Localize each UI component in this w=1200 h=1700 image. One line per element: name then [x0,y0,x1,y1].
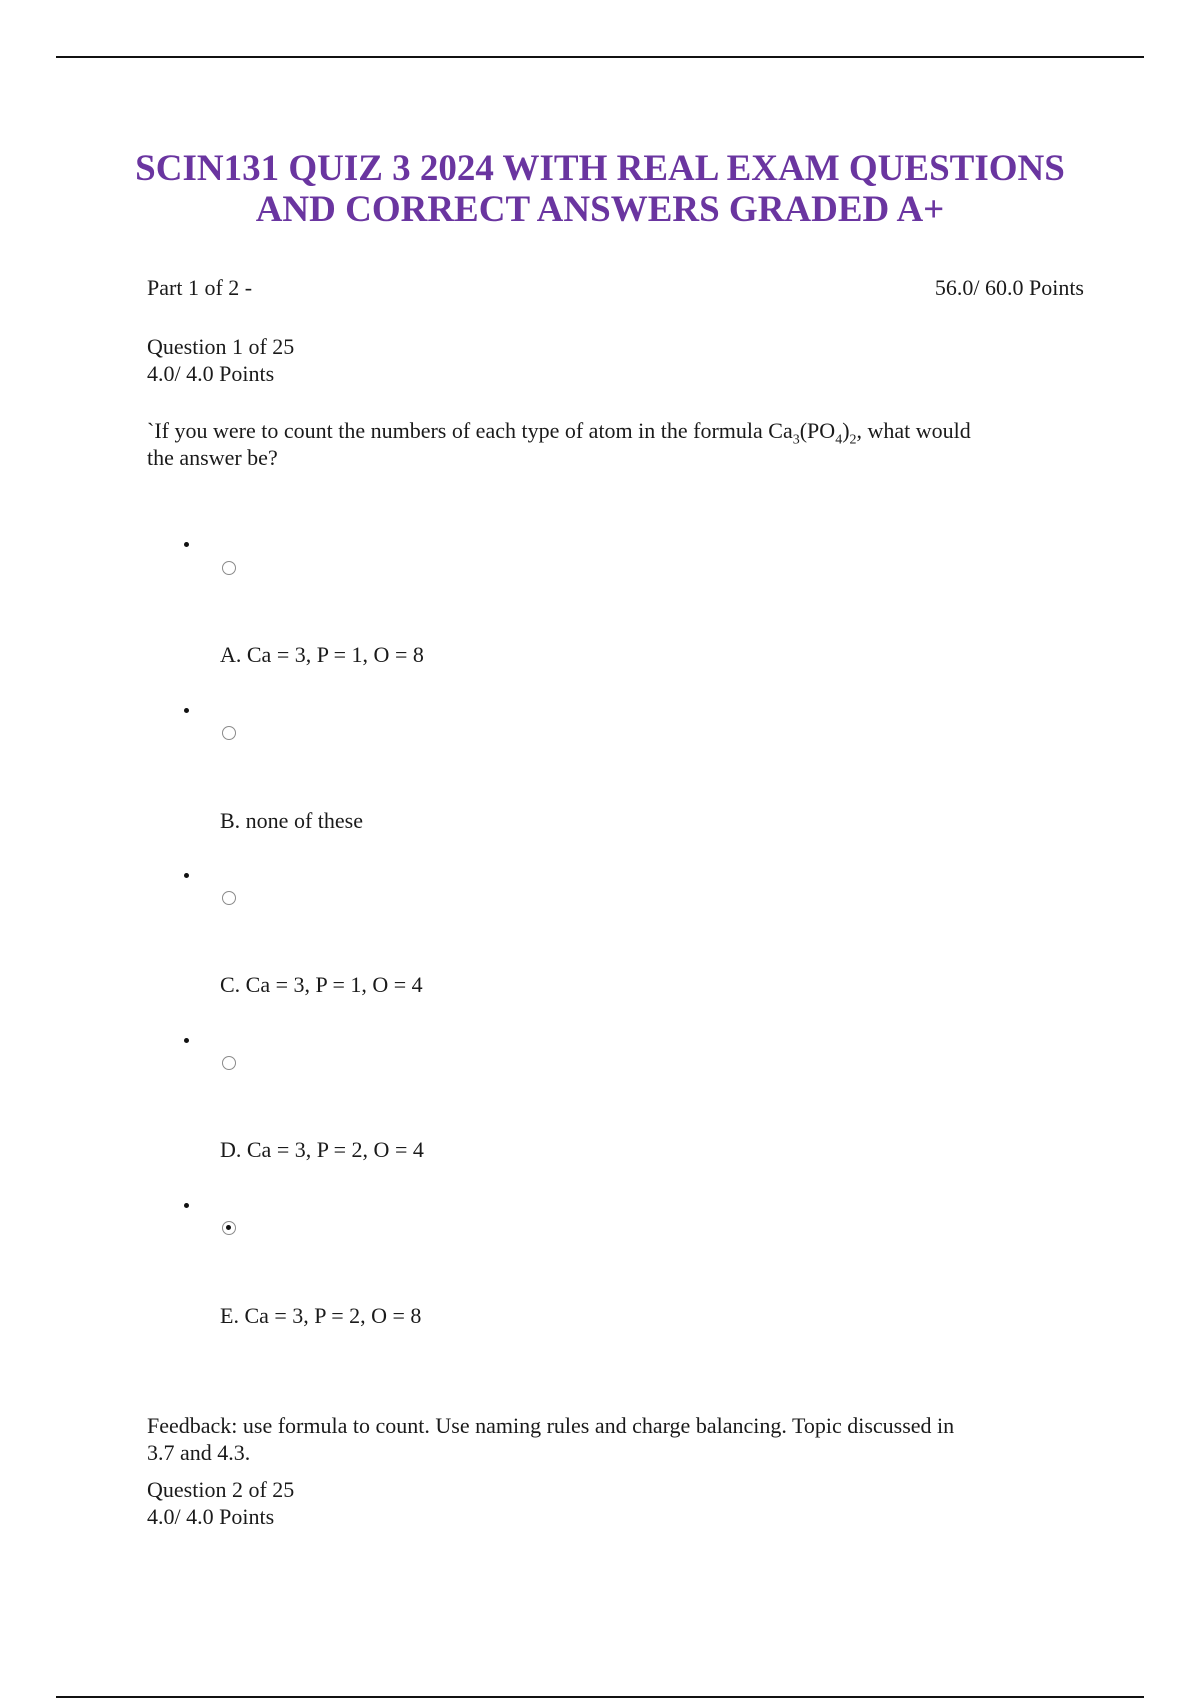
document-title [100,148,1100,230]
question-2-number: Question 2 of 25 [147,1477,295,1502]
feedback-line-2: 3.7 and 4.3. [147,1440,251,1465]
option-b-label: B. none of these [220,808,363,833]
option-a-label: A. Ca = 3, P = 1, O = 8 [220,642,424,667]
question-1-points: 4.0/ 4.0 Points [147,361,275,386]
list-bullet [184,1038,189,1043]
list-bullet [184,1203,189,1208]
feedback-line-1: Feedback: use formula to count. Use naming rules and charge balancing. Topic discussed in [147,1413,955,1438]
option-e-label: E. Ca = 3, P = 2, O = 8 [220,1303,422,1328]
part-points: 56.0/ 60.0 Points [934,275,1084,300]
top-rule [56,56,1144,58]
question-1-text-line-2: the answer be? [147,445,278,470]
radio-option-a[interactable] [222,561,236,575]
title-line-2: AND CORRECT ANSWERS GRADED A+ [255,189,945,230]
option-c-label: C. Ca = 3, P = 1, O = 4 [220,972,423,997]
radio-option-c[interactable] [222,891,236,905]
radio-option-e[interactable] [222,1221,236,1235]
list-bullet [184,542,189,547]
question-1-text: `If you were to count the numbers of each type of atom in the formula $Ca_3(PO_4)_2$, what would [147,418,971,448]
list-bullet [184,708,189,713]
option-d-label: D. Ca = 3, P = 2, O = 4 [220,1137,424,1162]
title-line-1: SCIN131 QUIZ 3 2024 WITH REAL EXAM QUESTIONS [135,148,1065,189]
radio-option-b[interactable] [222,726,236,740]
radio-option-d[interactable] [222,1056,236,1070]
list-bullet [184,873,189,878]
question-2-points: 4.0/ 4.0 Points [147,1504,275,1529]
bottom-rule [56,1696,1144,1698]
part-label: Part 1 of 2 - [147,275,253,300]
question-1-number: Question 1 of 25 [147,334,295,359]
